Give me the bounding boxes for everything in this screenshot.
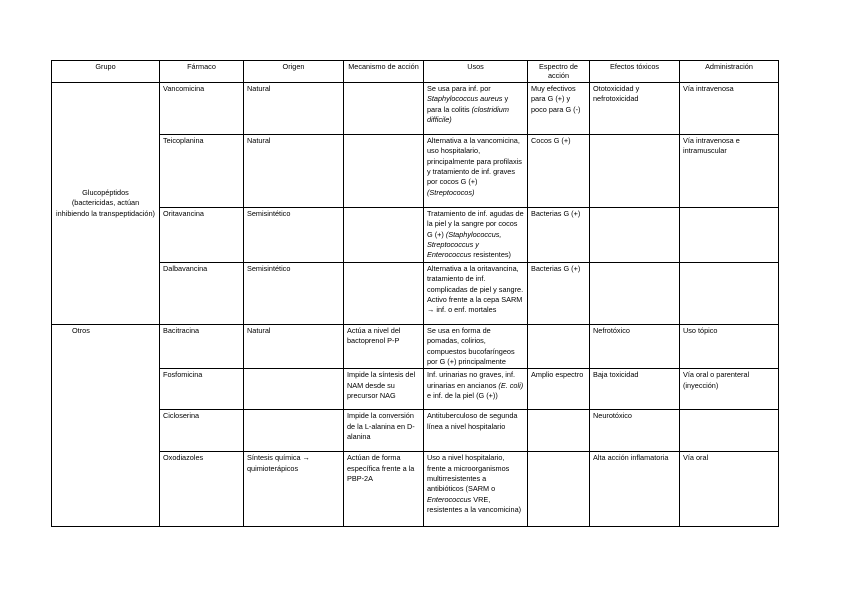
cell-toxicos (590, 262, 680, 324)
cell-origen (244, 410, 344, 452)
cell-usos: Antituberculoso de segunda línea a nivel hospitalario (424, 410, 528, 452)
cell-toxicos: Nefrotóxico (590, 324, 680, 368)
cell-mecanismo (344, 208, 424, 263)
cell-usos: Tratamiento de inf. agudas de la piel y la sangre por cocos G (+) (Staphylococcus, Streptococcus y Enterococcus resistentes) (424, 208, 528, 263)
cell-administracion: Vía oral (680, 452, 779, 527)
cell-espectro (528, 452, 590, 527)
header-grupo: Grupo (52, 61, 160, 83)
cell-farmaco: Bacitracina (160, 324, 244, 368)
table-row (52, 369, 779, 410)
cell-espectro: Amplio espectro (528, 369, 590, 410)
cell-usos: Se usa para inf. por Staphylococcus aureus y para la colitis (clostridium difficile) (424, 83, 528, 135)
table-row (52, 135, 779, 208)
cell-farmaco: Teicoplanina (160, 135, 244, 208)
cell-usos: Se usa en forma de pomadas, colirios, compuestos bucofaríngeos por G (+) principalmente (424, 324, 528, 368)
cell-origen: Síntesis química → quimioterápicos (244, 452, 344, 527)
cell-espectro: Cocos G (+) (528, 135, 590, 208)
cell-mecanismo: Impide la conversión de la L-alanina en D-alanina (344, 410, 424, 452)
cell-administracion: Vía intravenosa e intramuscular (680, 135, 779, 208)
cell-espectro: Muy efectivos para G (+) y poco para G (-) (528, 83, 590, 135)
cell-origen: Semisintético (244, 208, 344, 263)
cell-farmaco: Oxodiazoles (160, 452, 244, 527)
cell-farmaco: Dalbavancina (160, 262, 244, 324)
cell-mecanismo: Impide la síntesis del NAM desde su precursor NAG (344, 369, 424, 410)
cell-farmaco: Vancomicina (160, 83, 244, 135)
group-otros (52, 324, 160, 526)
header-mecanismo: Mecanismo de acción (344, 61, 424, 83)
cell-origen: Natural (244, 83, 344, 135)
cell-toxicos: Alta acción inflamatoria (590, 452, 680, 527)
cell-espectro: Bacterias G (+) (528, 262, 590, 324)
cell-mecanismo (344, 262, 424, 324)
table-row (52, 410, 779, 452)
header-row (52, 61, 779, 83)
cell-espectro (528, 410, 590, 452)
table-row (52, 324, 779, 368)
cell-toxicos: Ototoxicidad y nefrotoxicidad (590, 83, 680, 135)
cell-toxicos: Neurotóxico (590, 410, 680, 452)
cell-administracion: Vía intravenosa (680, 83, 779, 135)
cell-origen: Natural (244, 324, 344, 368)
cell-farmaco: Oritavancina (160, 208, 244, 263)
table-row (52, 208, 779, 263)
cell-espectro: Bacterias G (+) (528, 208, 590, 263)
group-name: Otros (72, 325, 90, 335)
cell-toxicos (590, 208, 680, 263)
header-espectro: Espectro de acción (528, 61, 590, 83)
table-row (52, 452, 779, 527)
cell-administracion (680, 410, 779, 452)
cell-administracion: Uso tópico (680, 324, 779, 368)
cell-farmaco: Fosfomicina (160, 369, 244, 410)
drug-table (51, 60, 779, 527)
cell-usos: Alternativa a la oritavancina, tratamiento de inf. complicadas de piel y sangre. Activo frente a la cepa SARM → inf. o enf. mortales (424, 262, 528, 324)
group-name: Glucopéptidos (82, 187, 129, 197)
cell-origen: Semisintético (244, 262, 344, 324)
cell-farmaco: Cicloserina (160, 410, 244, 452)
group-glucopeptidos (52, 83, 160, 325)
cell-mecanismo (344, 83, 424, 135)
header-usos: Usos (424, 61, 528, 83)
group-description: (bactericidas, actúan inhibiendo la transpeptidación) (56, 198, 155, 218)
cell-usos: Uso a nivel hospitalario, frente a microorganismos multirresistentes a antibióticos (SARM o Enterococcus VRE, resistentes a la vancomicina) (424, 452, 528, 527)
cell-origen: Natural (244, 135, 344, 208)
cell-administracion (680, 208, 779, 263)
header-farmaco: Fármaco (160, 61, 244, 83)
table-row (52, 262, 779, 324)
cell-origen (244, 369, 344, 410)
cell-mecanismo: Actúa a nivel del bactoprenol P-P (344, 324, 424, 368)
cell-espectro (528, 324, 590, 368)
cell-administracion: Vía oral o parenteral (inyección) (680, 369, 779, 410)
cell-mecanismo (344, 135, 424, 208)
table-row (52, 83, 779, 135)
cell-toxicos: Baja toxicidad (590, 369, 680, 410)
cell-usos: Alternativa a la vancomicina, uso hospitalario, principalmente para profilaxis y tratamiento de inf. graves por cocos G (+) (Streptococos) (424, 135, 528, 208)
header-administracion: Administración (680, 61, 779, 83)
cell-administracion (680, 262, 779, 324)
cell-toxicos (590, 135, 680, 208)
header-toxicos: Efectos tóxicos (590, 61, 680, 83)
cell-usos: Inf. urinarias no graves, inf. urinarias en ancianos (E. coli) e inf. de la piel (G (+)) (424, 369, 528, 410)
cell-mecanismo: Actúan de forma específica frente a la PBP-2A (344, 452, 424, 527)
header-origen: Origen (244, 61, 344, 83)
